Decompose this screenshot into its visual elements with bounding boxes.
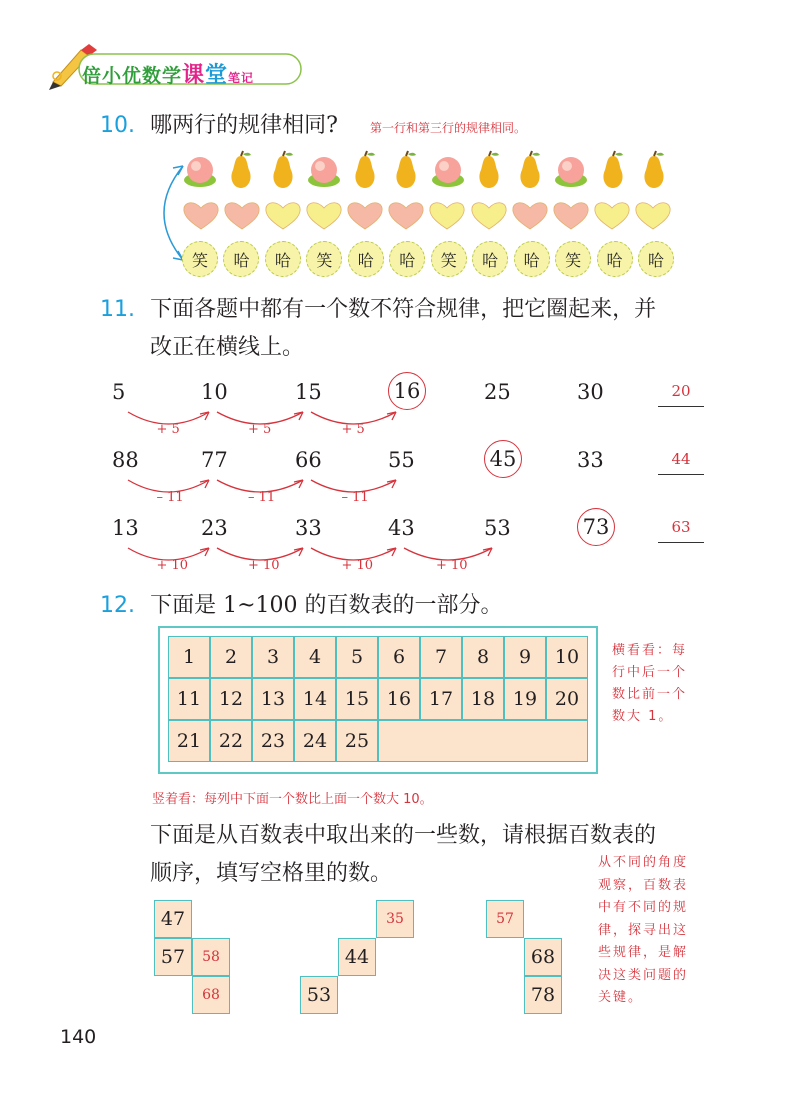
sequence-number: 88 [112, 448, 139, 472]
table-cell: 4 [294, 636, 336, 678]
step-label: + 5 [156, 422, 180, 437]
character-chip: 哈 [638, 241, 674, 277]
character-chip: 笑 [182, 241, 218, 277]
sequence-number: 15 [295, 380, 322, 404]
table-cell: 2 [210, 636, 252, 678]
step-label: + 5 [248, 422, 272, 437]
note-line: 决这类问题的 [598, 967, 689, 983]
step-label: + 10 [248, 558, 280, 573]
table-cell: 18 [462, 678, 504, 720]
table-cell: 9 [504, 636, 546, 678]
table-cell: 3 [252, 636, 294, 678]
sub-question-text-continued: 顺序，填写空格里的数。 [150, 861, 393, 886]
sequence-number: 30 [577, 380, 604, 404]
sequence-number: 33 [295, 516, 322, 540]
table-cell: 5 [336, 636, 378, 678]
brand-title: 倍小优数学课堂笔记 [82, 63, 255, 88]
question-number: 12. [100, 593, 135, 618]
note-line: 行中后一个 [612, 665, 688, 680]
page-number: 140 [60, 1026, 97, 1048]
table-cell: 15 [336, 678, 378, 720]
sequence-number: 10 [201, 380, 228, 404]
question-text-continued: 改正在横线上。 [150, 335, 305, 360]
note-line: 横看看：每 [612, 643, 688, 658]
table-cell: 6 [378, 636, 420, 678]
question-number: 11. [100, 297, 135, 322]
sequence-number: 55 [388, 448, 415, 472]
correction-answer: 44 [658, 450, 704, 475]
side-note [612, 640, 687, 728]
note-line: 数比前一个 [612, 687, 688, 702]
table-cell: 7 [420, 636, 462, 678]
note-line: 从不同的角度 [598, 855, 689, 870]
character-chip: 笑 [555, 241, 591, 277]
question-12 [100, 588, 503, 619]
sequence-number: 53 [484, 516, 511, 540]
note-line: 观察，百数表 [598, 877, 689, 893]
table-cell: 20 [546, 678, 588, 720]
note-line: 律，探寻出这 [598, 922, 689, 938]
note-line: 些规律，是解 [598, 945, 689, 960]
bottom-note: 竖着看：每列中下面一个数比上面一个数大 10。 [152, 792, 433, 807]
given-cell: 47 [154, 900, 192, 938]
given-cell: 57 [154, 938, 192, 976]
character-chip: 笑 [306, 241, 342, 277]
step-label: + 10 [341, 558, 374, 573]
table-cell: 16 [378, 678, 420, 720]
sequence-number: 13 [112, 516, 139, 540]
answer-cell: 35 [376, 900, 414, 938]
question-text: 下面各题中都有一个数不符合规律，把它圈起来，并 [150, 297, 657, 322]
table-cell: 13 [252, 678, 294, 720]
note-line: 数大 1。 [612, 709, 674, 724]
step-label: – 11 [341, 490, 369, 505]
character-chip: 哈 [265, 241, 301, 277]
sequence-number: 5 [112, 380, 126, 404]
given-cell: 68 [524, 938, 562, 976]
sequence-number: 77 [201, 448, 228, 472]
sub-question-text: 下面是从百数表中取出来的一些数，请根据百数表的 [150, 823, 657, 848]
given-cell: 78 [524, 976, 562, 1014]
table-cell: 17 [420, 678, 462, 720]
q10-answer: 第一行和第三行的规律相同。 [370, 121, 527, 135]
table-cell: 8 [462, 636, 504, 678]
tip-note [598, 852, 688, 1010]
question-text: 哪两行的规律相同? [150, 113, 338, 138]
table-blank-area [378, 720, 588, 762]
table-cell: 19 [504, 678, 546, 720]
step-label: – 11 [156, 490, 184, 505]
table-cell: 14 [294, 678, 336, 720]
answer-cell: 58 [192, 938, 230, 976]
sequence-number: 25 [484, 380, 511, 404]
table-cell: 25 [336, 720, 378, 762]
note-line: 关键。 [598, 990, 644, 1005]
answer-cell: 68 [192, 976, 230, 1014]
table-cell: 23 [252, 720, 294, 762]
character-chip: 哈 [389, 241, 425, 277]
circled-number: 16 [388, 372, 426, 410]
character-chip: 哈 [472, 241, 508, 277]
question-text: 下面是 1~100 的百数表的一部分。 [150, 593, 503, 618]
table-cell: 22 [210, 720, 252, 762]
circled-number: 73 [577, 508, 615, 546]
character-chip: 哈 [514, 241, 550, 277]
character-chip: 哈 [348, 241, 384, 277]
circled-number: 45 [484, 440, 522, 478]
given-cell: 44 [338, 938, 376, 976]
hundred-chart [158, 626, 598, 774]
table-cell: 24 [294, 720, 336, 762]
given-cell: 53 [300, 976, 338, 1014]
note-line: 中有不同的规 [598, 900, 689, 915]
character-chip: 哈 [597, 241, 633, 277]
step-label: + 5 [341, 422, 365, 437]
table-cell: 21 [168, 720, 210, 762]
sequence-number: 43 [388, 516, 415, 540]
table-cell: 12 [210, 678, 252, 720]
table-cell: 1 [168, 636, 210, 678]
character-chip: 哈 [223, 241, 259, 277]
sequence-number: 66 [295, 448, 322, 472]
step-label: + 10 [436, 558, 468, 573]
correction-answer: 20 [658, 382, 704, 407]
sequence-number: 23 [201, 516, 228, 540]
answer-cell: 57 [486, 900, 524, 938]
sequence-number: 33 [577, 448, 604, 472]
step-label: + 10 [156, 558, 189, 573]
step-label: – 11 [248, 490, 276, 505]
correction-answer: 63 [658, 518, 704, 543]
character-chip: 笑 [431, 241, 467, 277]
table-cell: 10 [546, 636, 588, 678]
table-cell: 11 [168, 678, 210, 720]
question-number: 10. [100, 113, 135, 138]
